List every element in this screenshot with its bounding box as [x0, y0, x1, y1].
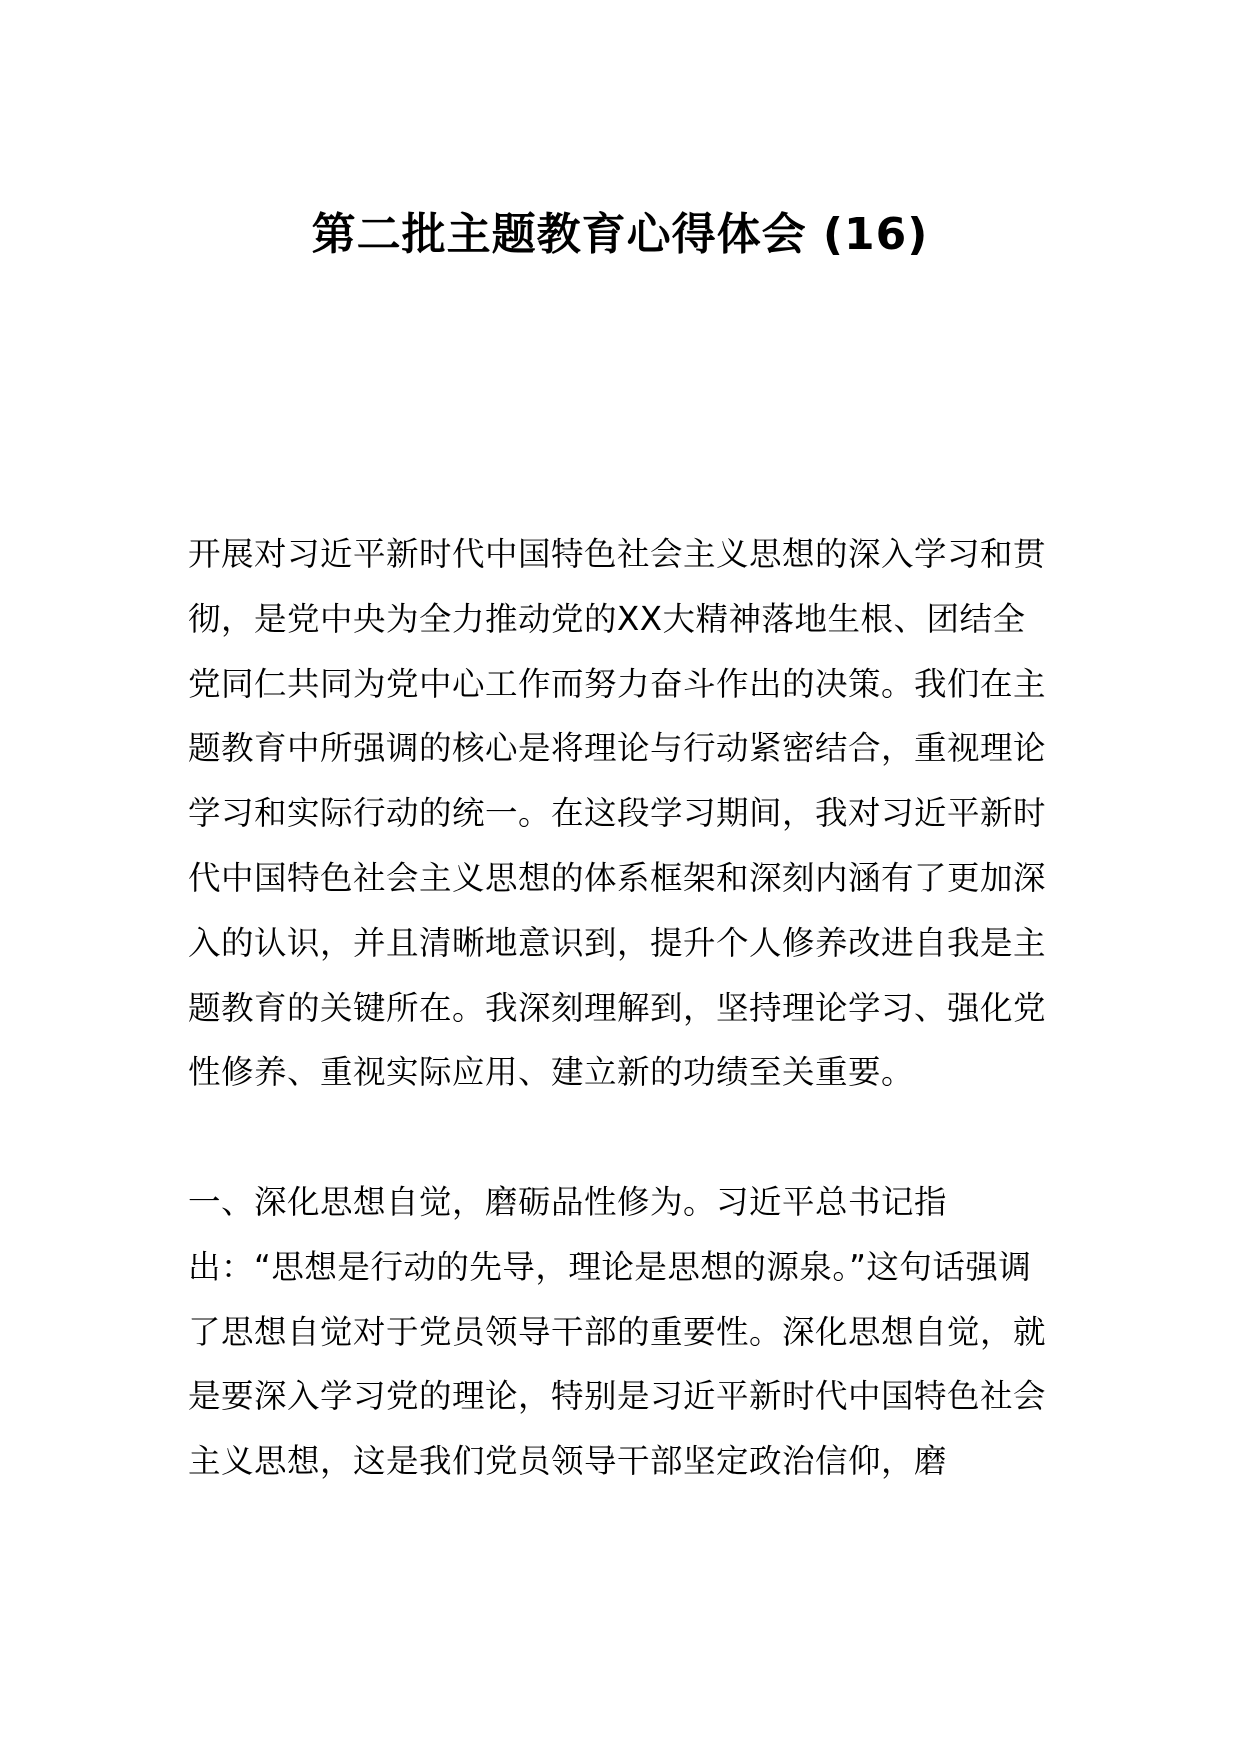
paragraph-section-one: 一、深化思想自觉，磨砺品性修为。习近平总书记指出：“思想是行动的先导，理论是思想的源泉。”这句话强调了思想自觉对于党员领导干部的重要性。深化思想自觉，就是要深入学习党的理论，特别是习近平新时代中国特色社会主义思想，这是我们党员领导干部坚定政治信仰，磨 [188, 1182, 1047, 1481]
document-body [188, 522, 1054, 1494]
document-title: 第二批主题教育心得体会 (16) [311, 209, 929, 260]
paragraph-intro: 开展对习近平新时代中国特色社会主义思想的深入学习和贯彻，是党中央为全力推动党的XX大精神落地生根、团结全党同仁共同为党中心工作而努力奋斗作出的决策。我们在主题教育中所强调的核心是将理论与行动紧密结合，重视理论学习和实际行动的统一。在这段学习期间，我对习近平新时代中国特色社会主义思想的体系框架和深刻内涵有了更加深入的认识，并且清晰地意识到，提升个人修养改进自我是主题教育的关键所在。我深刻理解到，坚持理论学习、强化党性修养、重视实际应用、建立新的功绩至关重要。 [188, 535, 1047, 1092]
